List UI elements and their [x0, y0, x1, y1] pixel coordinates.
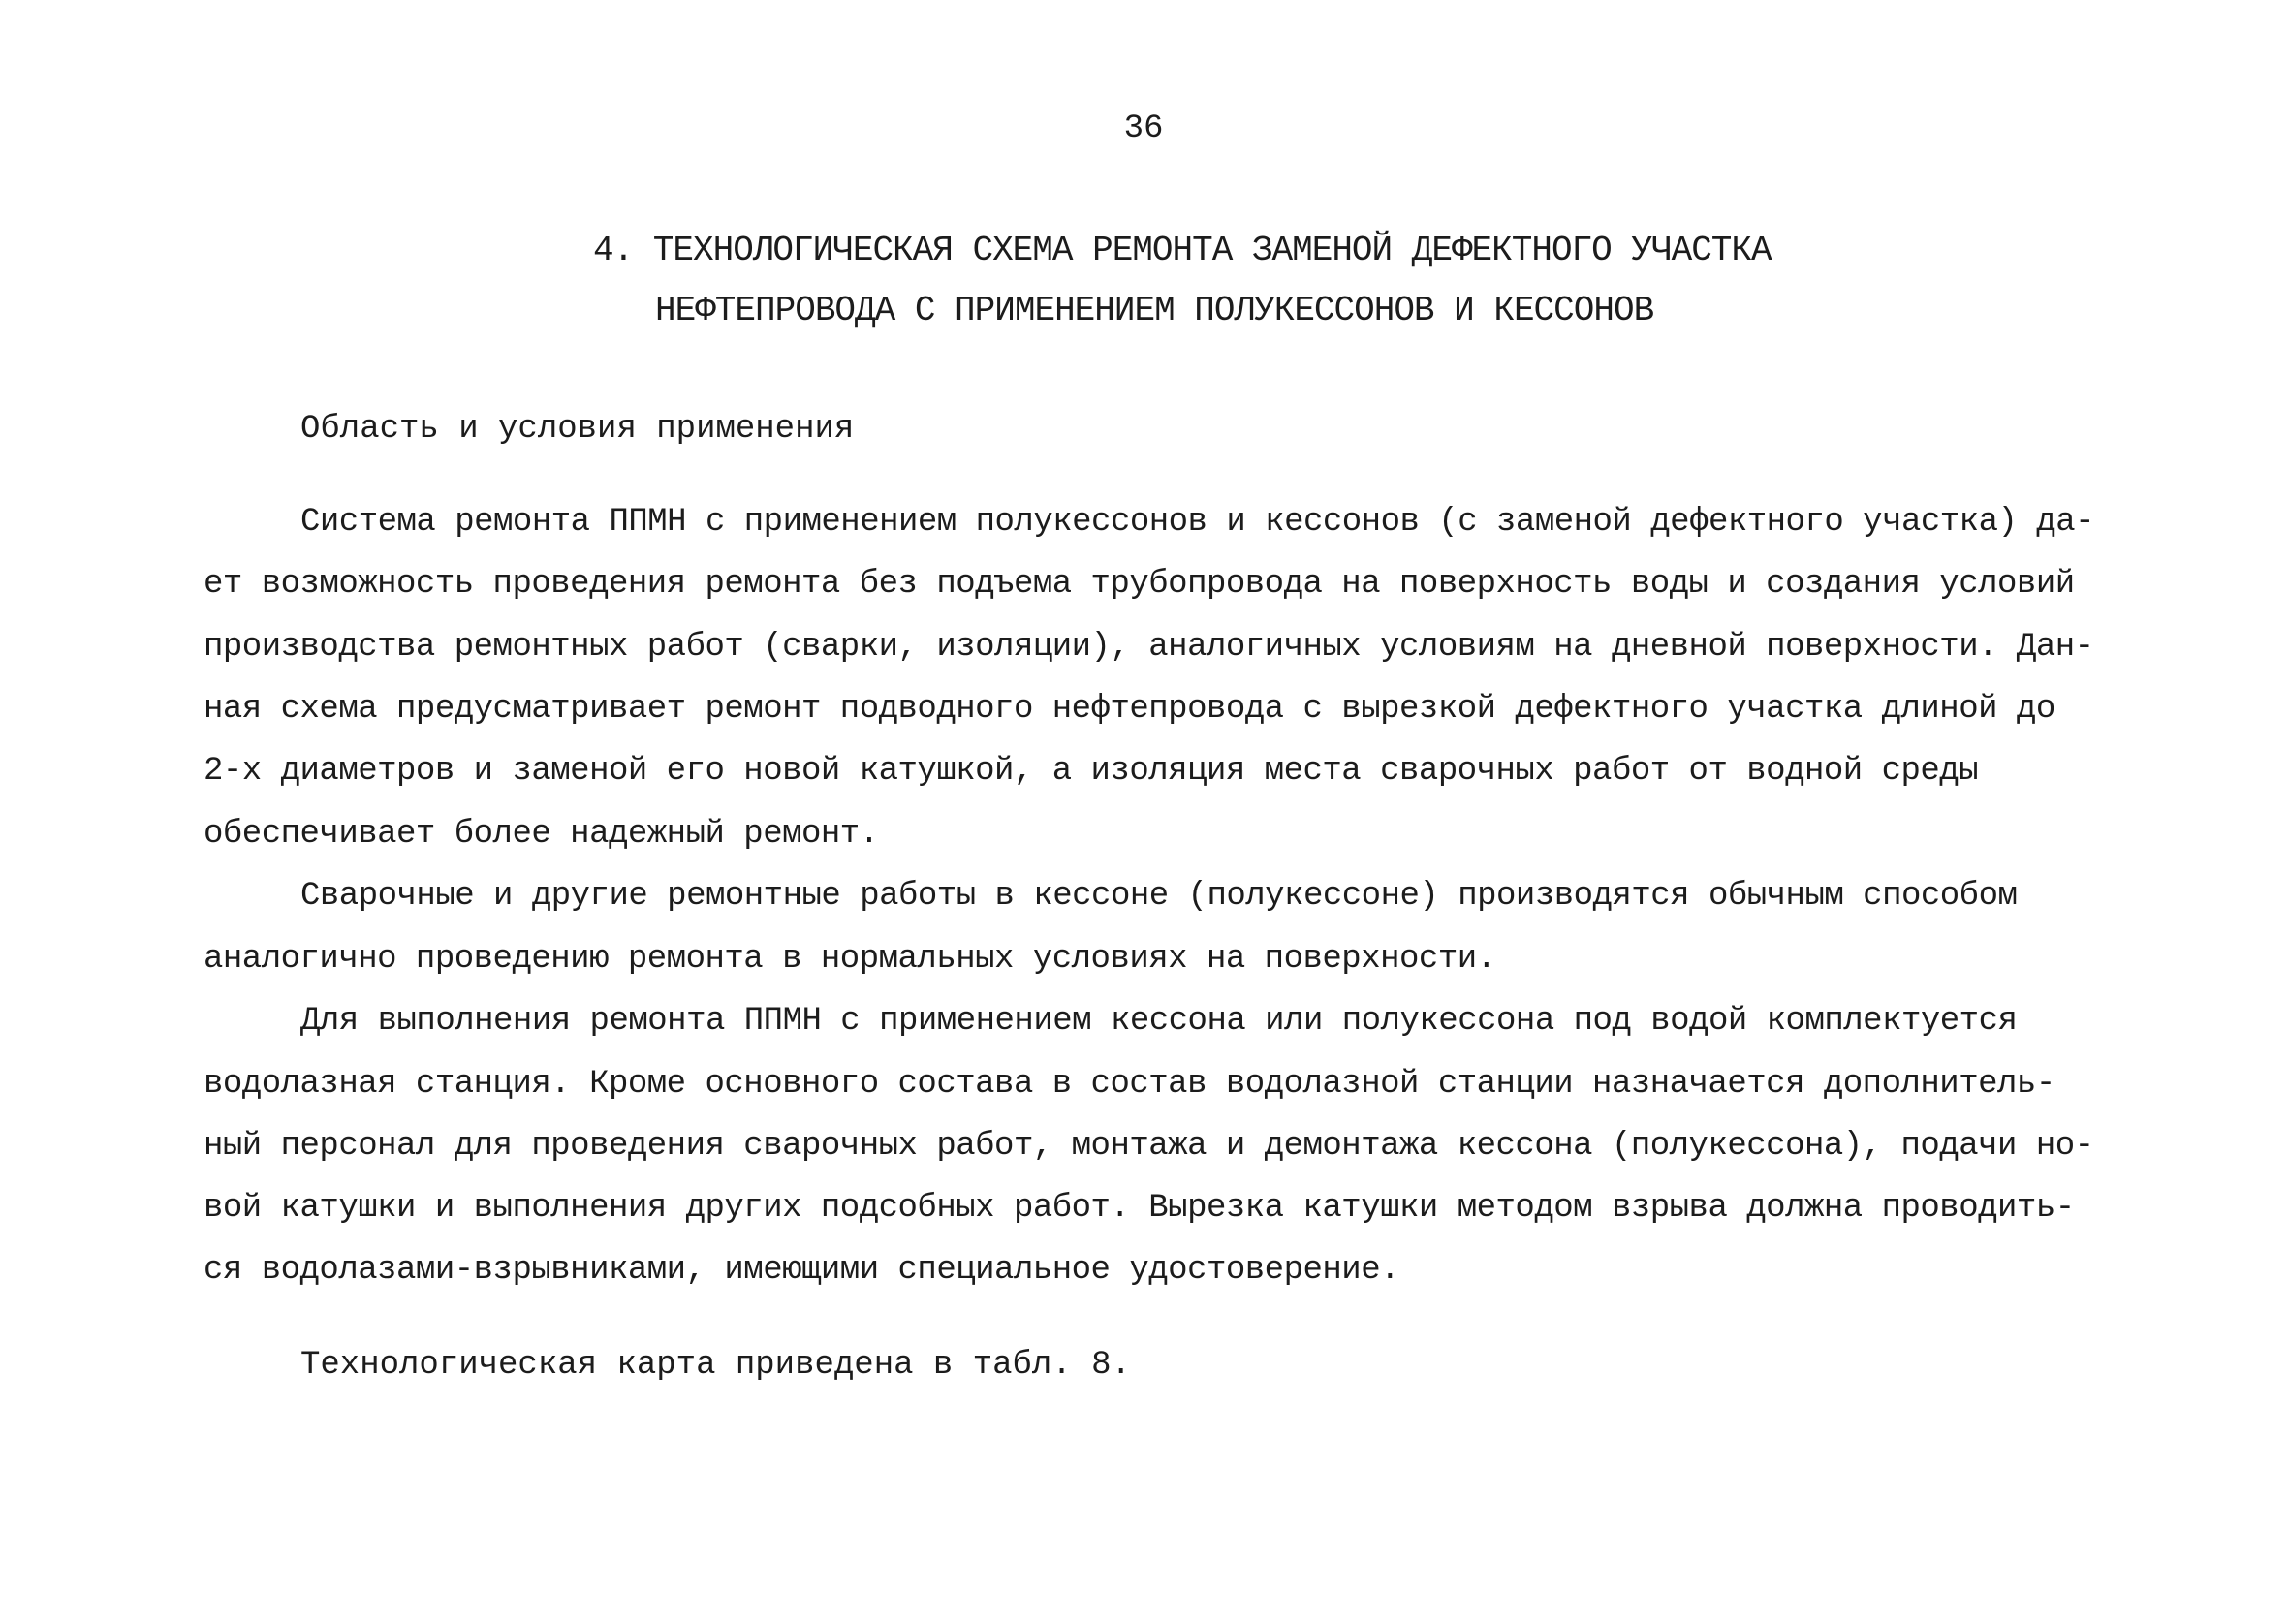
paragraph-1-line-4: ная схема предусматривает ремонт подводного нефтепровода с вырезкой дефектного участка длиной до [204, 691, 2055, 728]
paragraph-3-line-1: Для выполнения ремонта ППМН с применением кессона или полукессона под водой комплектуется [300, 1003, 2018, 1040]
chapter-title-line-1: 4. ТЕХНОЛОГИЧЕСКАЯ СХЕМА РЕМОНТА ЗАМЕНОЙ ДЕФЕКТНОГО УЧАСТКА [593, 231, 1772, 270]
paragraph-1-line-5: 2-х диаметров и заменой его новой катушкой, а изоляция места сварочных работ от водной среды [204, 753, 1979, 790]
paragraph-1-line-1: Система ремонта ППМН с применением полукессонов и кессонов (с заменой дефектного участка) да- [300, 504, 2095, 541]
paragraph-1-line-3: производства ремонтных работ (сварки, изоляции), аналогичных условиям на дневной поверхности. Дан- [204, 629, 2094, 666]
paragraph-2-line-2: аналогично проведению ремонта в нормальных условиях на поверхности. [204, 941, 1496, 978]
paragraph-1-line-2: ет возможность проведения ремонта без подъема трубопровода на поверхность воды и создания условий [204, 566, 2075, 603]
paragraph-3-line-5: ся водолазами-взрывниками, имеющими специальное удостоверение. [204, 1252, 1400, 1289]
paragraph-3-line-4: вой катушки и выполнения других подсобных работ. Вырезка катушки методом взрыва должна проводить- [204, 1190, 2075, 1227]
paragraph-3-line-3: ный персонал для проведения сварочных работ, монтажа и демонтажа кессона (полукессона), подачи но- [204, 1128, 2094, 1165]
chapter-title [593, 227, 2047, 347]
paragraph-2-line-1: Сварочные и другие ремонтные работы в кессоне (полукессоне) производятся обычным способом [300, 878, 2018, 915]
chapter-title-line-2: НЕФТЕПРОВОДА С ПРИМЕНЕНИЕМ ПОЛУКЕССОНОВ И КЕССОНОВ [655, 291, 1654, 330]
paragraph-3-line-2: водолазная станция. Кроме основного состава в состав водолазной станции назначается дополнитель- [204, 1066, 2055, 1103]
section-heading: Область и условия применения [300, 411, 855, 448]
table-reference: Технологическая карта приведена в табл. 8. [300, 1347, 1131, 1384]
page-number: 36 [1123, 110, 1164, 147]
paragraph-1-line-6: обеспечивает более надежный ремонт. [204, 816, 879, 853]
